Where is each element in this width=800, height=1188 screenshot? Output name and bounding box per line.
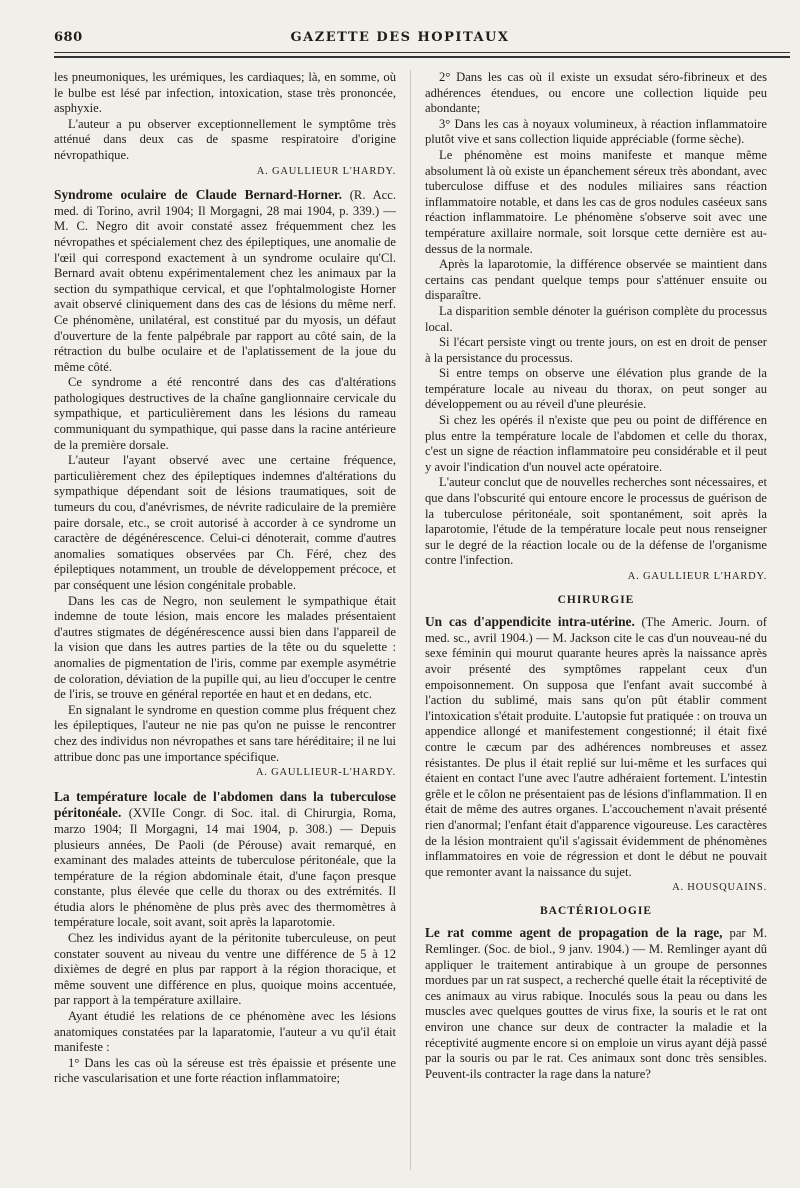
page-header bbox=[0, 30, 800, 50]
section-title-bacteriologie: BACTÉRIOLOGIE bbox=[539, 904, 653, 917]
article-signature: A. GAULLIEUR L'HARDY. bbox=[256, 165, 396, 177]
paragraph: les pneumoniques, les urémiques, les cardiaques; là, en somme, où le bulbe est lésé par infection, intoxication, stase très prononcée, asphyxie. bbox=[54, 70, 396, 116]
paragraph: Si l'écart persiste vingt ou trente jours, on est en droit de penser à la persistance du processus. bbox=[425, 335, 767, 365]
journal-title: GAZETTE DES HOPITAUX bbox=[290, 30, 510, 45]
paragraph: L'auteur conclut que de nouvelles recherches sont nécessaires, et que dans l'obscurité qui entoure encore le processus de guérison de la tuberculose péritonéale, soit spontanément, soit après la laparotomie, l'étude de la température locale peut nous renseigner sur le degré de la réaction locale ou de la défense de l'organisme contre l'infection. bbox=[425, 475, 767, 568]
article-appendicite bbox=[425, 614, 767, 896]
paragraph: En signalant le syndrome en question comme plus fréquent chez les épileptiques, l'auteur ne nie pas qu'on ne puisse le rencontrer chez des individus non névropathes et sans tare héréditaire; il ne lui attribue donc pas une importance spécifique. bbox=[54, 702, 396, 764]
left-column bbox=[54, 70, 396, 1180]
paragraph: Le phénomène est moins manifeste et manque même absolument là où existe un épanchement séreux très abondant, avec tuberculose diffuse et des nodules miliaires sans réaction inflammatoire notable, et dans les cas de gros nodules caséeux sans réaction inflammatoire. Le phénomène s'observe soit avec une température axillaire normale, soit lorsque cette dernière est au-dessus de la normale. bbox=[425, 147, 767, 256]
paragraph: Après la laparotomie, la différence observée se maintient dans certains cas pendant quelque temps pour s'atténuer ensuite ou disparaître. bbox=[425, 257, 767, 303]
paragraph: La disparition semble dénoter la guérison complète du processus local. bbox=[425, 303, 767, 334]
column-divider bbox=[410, 70, 411, 1170]
paragraph: 3° Dans les cas à noyaux volumineux, à réaction inflammatoire plutôt vive et sans collection liquide appréciable (forme sèche). bbox=[425, 116, 767, 147]
paragraph: (The Americ. Journ. of med. sc., avril 1904.) — M. Jackson cite le cas d'un nouveau-né du sexe féminin qui mourut quarante heures après la naissance après avoir présenté des symptômes rappelant ceux d'un empoisonnement. On supposa que l'enfant avait succombé à l'action du sublimé, mais sans qu'on pût établir comment l'intoxication s'était produite. L'autopsie fut pratiquée : on trouva un appendice allongé et manifestement congestionné; il était fixé contre le cæcum par des adhérences nombreuses et assez résistantes. De plus il était replié sur lui-même et les surfaces qui étaient en contact l'une avec l'autre adhéraient fortement. L'intestin grêle et le côlon ne présentaient pas de lésions d'inflammation. Il en était de même des autres organes. L'accouchement n'avait présenté rien d'anormal; l'enfant était d'apparence vigoureuse. Les caractères de la lésion montraient qu'il s'agissait évidemment de phénomènes inflammatoires en voie de régression et dont le début ne pouvait que remonter avant la naissance du sujet. bbox=[425, 615, 767, 879]
paragraph: (R. Acc. med. di Torino, avril 1904; Il Morgagni, 28 mai 1904, p. 339.) — M. C. Negro dit avoir constaté assez fréquemment chez les névropathes et spécialement chez des épileptiques, une anomalie de l'œil qui correspond exactement à un syndrome oculaire qu'Cl. Bernard avait obtenu expérimentalement chez les animaux par la section du sympathique cervical, et que l'ophtalmologiste Horner avait observé cliniquement dans des cas de lésions du même nerf. Ce phénomène, unilatéral, est constitué par du myosis, un défaut d'ouverture de la fente palpébrale par rapport au côté sain, de la rétraction du bulbe oculaire et de l'aplatissement de la joue du même côté. bbox=[54, 188, 396, 374]
paragraph: Si chez les opérés il n'existe que peu ou point de différence en plus entre la température locale de l'abdomen et celle du thorax, c'est un signe de réaction inflammatoire peu considérable et il peut y avoir l'indication d'un nouvel acte opératoire. bbox=[425, 413, 767, 474]
paragraph: Dans les cas de Negro, non seulement le sympathique était indemne de toute lésion, mais encore les malades présentaient d'autres stigmates de dégénérescence aussi bien dans l'appareil de la vision que dans les autres parties de la tête ou du squelette : anomalies de pigmentation de l'iris, comme par exemple asymétrie de coloration, déviation de la pupille qui, au lieu d'occuper le centre de l'iris, se trouve en général reportée en haut et en dedans, etc. bbox=[54, 593, 396, 702]
header-rule-double bbox=[54, 56, 790, 58]
article-intro bbox=[54, 70, 396, 179]
right-column bbox=[425, 70, 767, 1180]
article-signature: A. GAULLIEUR-L'HARDY. bbox=[255, 767, 396, 779]
article-horner bbox=[54, 187, 396, 781]
paragraph: 2° Dans les cas où il existe un exsudat séro-fibrineux et des adhérences étendues, ou encore une collection liquide peu abondante; bbox=[425, 70, 767, 116]
header-rule bbox=[54, 52, 790, 53]
paragraph: 1° Dans les cas où la séreuse est très épaissie et présente une riche vascularisation et une forte réaction inflammatoire; bbox=[54, 1055, 396, 1086]
article-heading: La température locale de l'abdomen dans la tuberculose péritonéale. bbox=[54, 788, 396, 821]
paragraph: Ayant étudié les relations de ce phénomène avec les lésions anatomiques constatées par la laparatomie, l'auteur a vu qu'il était manifeste : bbox=[54, 1009, 396, 1055]
paragraph: L'auteur a pu observer exceptionnellement le symptôme très atténué dans deux cas de spasme respiratoire d'origine névropathique. bbox=[54, 116, 396, 162]
article-heading: Un cas d'appendicite intra-utérine. bbox=[425, 614, 635, 630]
article-temperature-cont bbox=[425, 70, 767, 585]
paragraph: Chez les individus ayant de la péritonite tuberculeuse, on peut constater souvent au niveau du ventre une différence de 5 à 12 dixièmes de degré en plus par rapport à la région thoracique, et même souvent une différence en plus, quoique moins accentuée, par rapport à la température axillaire. bbox=[54, 931, 396, 1008]
paragraph: Si entre temps on observe une élévation plus grande de la température locale au niveau du thorax, on peut songer au développement ou au réveil d'une pleurésie. bbox=[425, 366, 767, 412]
page-number: 680 bbox=[54, 30, 83, 45]
article-signature: A. GAULLIEUR L'HARDY. bbox=[627, 571, 767, 582]
article-temperature bbox=[54, 789, 396, 1087]
paragraph: L'auteur l'ayant observé avec une certaine fréquence, particulièrement chez des épileptiques indemnes d'altérations du sympathique dépendant soit de lésions traumatiques, soit de tumeurs du cou, d'anévrismes, de névrite radiculaire de la première paire dorsale, etc., se croit autorisé à accorder à ce syndrome un caractère de dégénérescence. Celui-ci dénoterait, comme d'autres anomalies somatiques observées par Ch. Féré, chez des épileptiques notamment, un trouble de développement précoce, et par conséquent une lésion congénitale probable. bbox=[54, 453, 396, 592]
paragraph: Ce syndrome a été rencontré dans des cas d'altérations pathologiques destructives de la chaîne ganglionnaire cervicale du sympathique, et particulièrement dans les lésions du rameau communiquant du sympathique, qui passe dans la racine antérieure de la première dorsale. bbox=[54, 375, 396, 452]
paragraph: (XVIIe Congr. di Soc. ital. di Chirurgia, Roma, marzo 1904; Il Morgagni, 14 mai 1904, p. 308.) — Depuis plusieurs années, De Paoli (de Pérouse) avait remarqué, en examinant des malades atteints de tuberculose péritonéale, que la température de la région abdominale était, d'une façon presque constante, plus élevée que celle du thorax ou des extrémités. Il étudia alors le phénomène de plus près avec des thermomètres à température locale, soit avant, soit après la laparotomie. bbox=[54, 806, 396, 930]
paragraph: par M. Remlinger. (Soc. de biol., 9 janv. 1904.) — M. Remlinger ayant dû appliquer le traitement antirabique à un groupe de personnes mordues par un rat suspect, a recherché quelle était la réceptivité de ces animaux au virus rabique. Inoculés sous la peau ou dans les muscles avec quelques gouttes de virus fixe, la souris et le rat ont environ une chance sur deux de contracter la maladie et la réceptivité augmente encore si on emploie un virus ayant déjà passé par la souris ou par le rat. Ces animaux sont donc très sensibles. Peuvent-ils contracter la rage dans la nature? bbox=[425, 926, 767, 1081]
article-heading: Syndrome oculaire de Claude Bernard-Horner. bbox=[54, 187, 342, 203]
article-rage bbox=[425, 925, 767, 1082]
section-title-chirurgie: CHIRURGIE bbox=[557, 593, 635, 606]
article-signature: A. HOUSQUAINS. bbox=[672, 882, 767, 894]
article-heading: Le rat comme agent de propagation de la rage, bbox=[425, 925, 723, 941]
